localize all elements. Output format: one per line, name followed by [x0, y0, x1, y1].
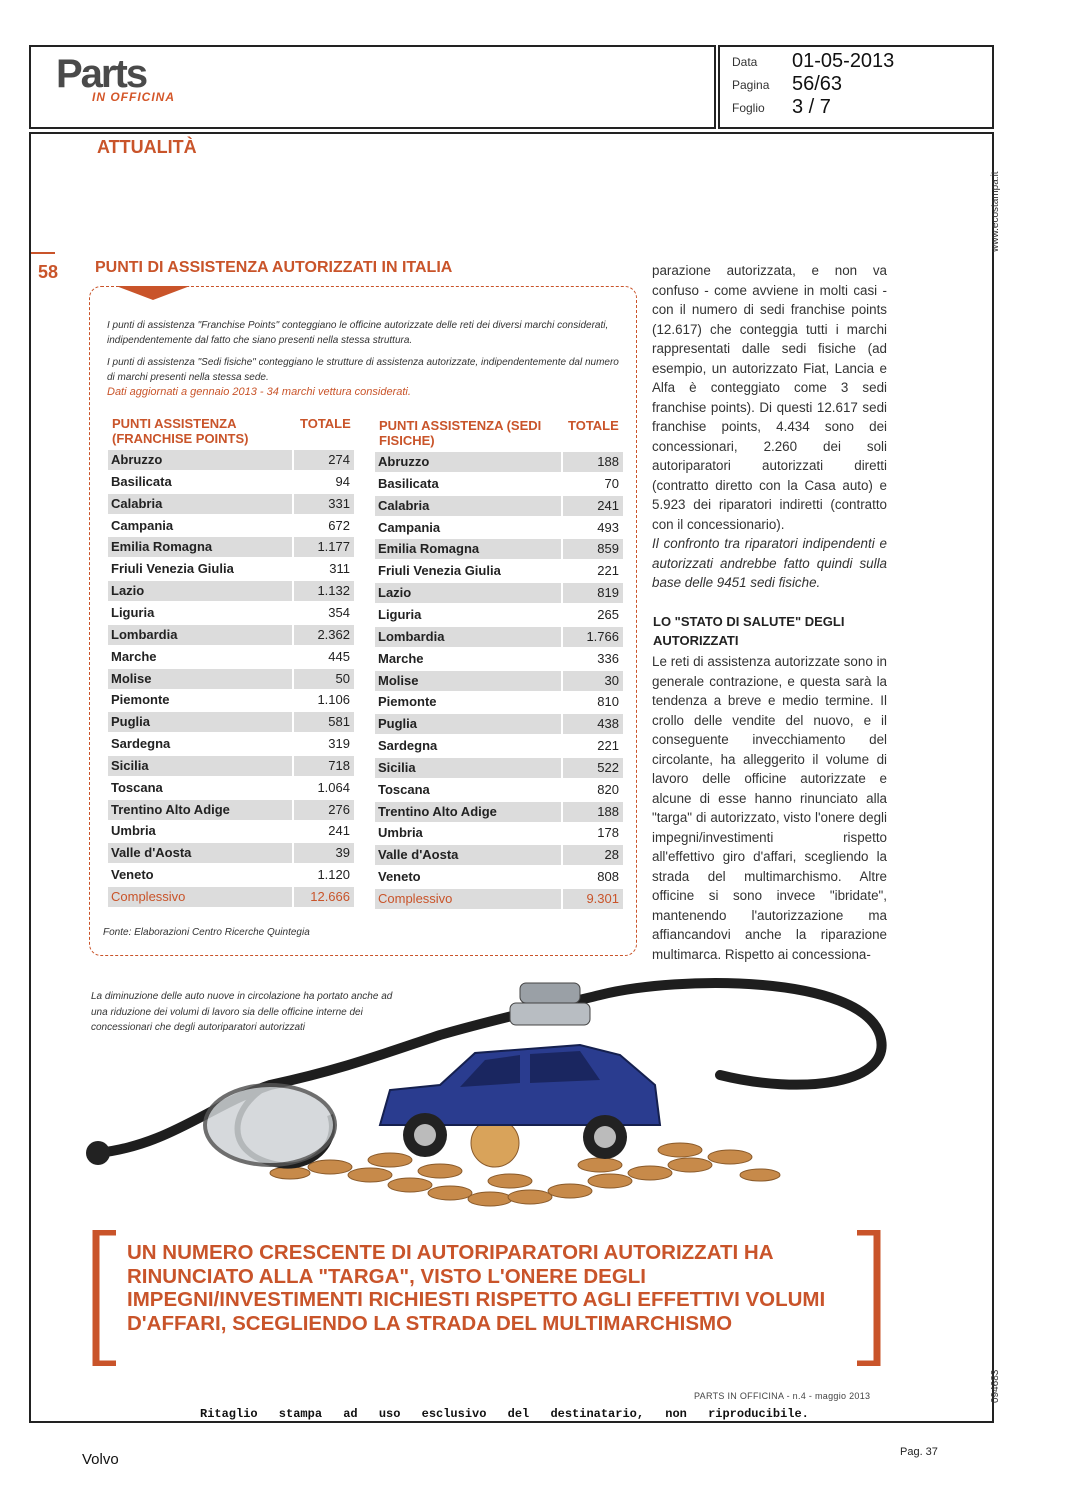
- client-name: Volvo: [82, 1451, 119, 1468]
- region-total: 276: [294, 800, 354, 820]
- article-para-2: Il confronto tra riparatori indipendenti e autorizzati andrebbe fatto quindi sulla base delle 9451 sedi fisiche.: [652, 536, 887, 590]
- table-row: [108, 516, 354, 536]
- region-name: Valle d'Aosta: [108, 843, 292, 863]
- region-total: 274: [294, 450, 354, 470]
- region-total: 241: [563, 496, 623, 516]
- page-number: 58: [38, 262, 59, 282]
- region-name: Lazio: [108, 581, 292, 601]
- region-total: 438: [563, 714, 623, 734]
- table-row: [375, 496, 623, 516]
- region-name: Umbria: [111, 823, 156, 839]
- source-note: Fonte: Elaborazioni Centro Ricerche Quintegia: [103, 927, 310, 938]
- section-label: ATTUALITÀ: [97, 137, 197, 157]
- quote-bracket-left: [92, 1230, 116, 1366]
- table-row: [108, 559, 354, 579]
- region-total: 311: [329, 561, 350, 577]
- region-name: Piemonte: [111, 692, 170, 708]
- table-row: [108, 494, 354, 514]
- region-name: Veneto: [378, 869, 421, 885]
- table-row: [108, 603, 354, 623]
- table-row: [108, 669, 354, 689]
- side-url-text: www.ecostampa.it: [990, 171, 1001, 252]
- region-name: Sardegna: [378, 738, 438, 754]
- region-total: 672: [328, 517, 350, 533]
- region-name: Liguria: [111, 604, 155, 620]
- region-name: Sicilia: [375, 758, 561, 778]
- region-name: Emilia Romagna: [375, 539, 561, 559]
- box-title: PUNTI DI ASSISTENZA AUTORIZZATI IN ITALIA: [95, 259, 453, 276]
- region-total: 178: [597, 825, 619, 841]
- region-total: 188: [563, 452, 623, 472]
- table-row: [108, 734, 354, 754]
- region-name: Campania: [378, 519, 441, 535]
- table-row: [375, 802, 623, 822]
- region-name: Abruzzo: [108, 450, 292, 470]
- table-row: [375, 539, 623, 559]
- region-total: 50: [294, 669, 354, 689]
- region-name: Valle d'Aosta: [375, 845, 561, 865]
- region-name: Campania: [111, 517, 174, 533]
- region-name: Sardegna: [111, 736, 171, 752]
- table-row: [375, 867, 623, 887]
- region-name: Complessivo: [375, 889, 561, 909]
- region-total: 2.362: [294, 625, 354, 645]
- article-para-3: Le reti di assistenza autorizzate sono in generale contrazione, e questa sarà la tendenza a breve e medio termine. Il crollo delle vendite del nuovo, e il conseguente invecchiamento del circolante, ha alleggerito il volume di lavoro delle officine autorizzate e alcune di esse hanno rinunciato alla "targa" di autorizzato, visto l'onere degli impegni/investimenti rispetto all'effettivo giro d'affari, scegliendo la strada del multimarchismo. Altre officine si sono invece "ibridate", mantenendo l'autorizzazione ma affiancandovi anche la riparazione multimarca. Rispetto ai concessiona-: [652, 654, 887, 962]
- header-meta-box: [718, 45, 994, 129]
- magazine-footer: PARTS IN OFFICINA - n.4 - maggio 2013: [694, 1391, 871, 1401]
- foglio-value: 3 / 7: [792, 96, 831, 118]
- region-total: 1.106: [317, 692, 350, 708]
- region-total: 331: [294, 494, 354, 514]
- region-name: Lombardia: [108, 625, 292, 645]
- region-name: Toscana: [378, 781, 430, 797]
- region-total: 1.120: [317, 867, 350, 883]
- side-code-text: 094683: [990, 1369, 1001, 1403]
- region-total: 94: [335, 473, 350, 489]
- region-total: 1.766: [563, 627, 623, 647]
- table-row: [108, 778, 354, 798]
- region-name: Abruzzo: [375, 452, 561, 472]
- region-name: Friuli Venezia Giulia: [111, 561, 234, 577]
- region-total: 221: [597, 738, 619, 754]
- region-name: Emilia Romagna: [108, 537, 292, 557]
- table-row: [375, 627, 623, 647]
- table-row: [108, 690, 354, 710]
- coins-pile: [270, 1119, 780, 1206]
- side-code: [990, 1365, 1014, 1405]
- region-name: Toscana: [111, 779, 163, 795]
- table-row: [108, 450, 354, 470]
- table-row: [375, 736, 623, 756]
- region-name: Sicilia: [108, 756, 292, 776]
- article-column-2: [652, 652, 887, 964]
- region-name: Piemonte: [378, 694, 437, 710]
- table-row: [375, 605, 623, 625]
- logo-parts: Parts: [56, 52, 147, 96]
- table-row: [108, 865, 354, 885]
- region-name: Basilicata: [111, 473, 172, 489]
- region-name: Puglia: [108, 712, 292, 732]
- table-row: [375, 823, 623, 843]
- table-row: [108, 625, 354, 645]
- region-name: Friuli Venezia Giulia: [378, 563, 501, 579]
- note-sedi: I punti di assistenza "Sedi fisiche" conteggiano le strutture di assistenza autorizzate, indipendentemente dal numero di marchi presenti nella stessa sede.: [107, 357, 619, 383]
- franchise-header-total: TOTALE: [300, 416, 351, 431]
- article-para-1: parazione autorizzata, e non va confuso - come avviene in molti casi - con il numero di sedi franchise points (12.617) che conteggia tutti i marchi rappresentati dalle sedi fisiche (ad esempio, un autorizzato Fiat, Lancia e Alfa è conteggiato come 3 sedi franchise points). Di questi 12.617 sedi franchise points, 4.434 sono dei concessionari, 2.260 dei soli autoriparatori autorizzati diretti (contratto diretto con la Casa auto) e 5.923 dei riparatori indiretti (contratto con il concessionario).: [652, 263, 887, 532]
- region-total: 28: [563, 845, 623, 865]
- table-row: [108, 537, 354, 557]
- region-total: 718: [294, 756, 354, 776]
- table-row: [375, 518, 623, 538]
- table-row: [375, 758, 623, 778]
- region-total: 336: [597, 650, 619, 666]
- region-name: Calabria: [375, 496, 561, 516]
- table-row: [108, 472, 354, 492]
- region-total: 9.301: [563, 889, 623, 909]
- pagina-value: 56/63: [792, 73, 843, 95]
- region-total: 493: [597, 519, 619, 535]
- sedi-total-row: [375, 889, 623, 909]
- box-pointer: [116, 286, 190, 300]
- region-total: 1.064: [317, 779, 350, 795]
- region-name: Trentino Alto Adige: [375, 802, 561, 822]
- region-name: Veneto: [111, 867, 154, 883]
- table-row: [375, 692, 623, 712]
- foglio-label: Foglio: [732, 101, 765, 115]
- region-name: Basilicata: [378, 475, 439, 491]
- table-row: [375, 714, 623, 734]
- table-row: [108, 843, 354, 863]
- region-name: Lazio: [375, 583, 561, 603]
- sedi-header-total: TOTALE: [568, 418, 619, 433]
- article-subhead: LO "STATO DI SALUTE" DEGLI AUTORIZZATI: [653, 614, 845, 648]
- table-row: [375, 671, 623, 691]
- franchise-header-name: PUNTI ASSISTENZA (FRANCHISE POINTS): [112, 416, 249, 446]
- region-total: 265: [597, 606, 619, 622]
- page-number-rule: [31, 252, 55, 254]
- region-name: Lombardia: [375, 627, 561, 647]
- region-total: 241: [328, 823, 350, 839]
- sedi-header-name: PUNTI ASSISTENZA (SEDI FISICHE): [379, 418, 542, 448]
- table-row: [375, 452, 623, 472]
- clipping-disclaimer: Ritaglio stampa ad uso esclusivo del destinatario, non riproducibile.: [200, 1407, 809, 1421]
- region-name: Marche: [111, 648, 157, 664]
- region-total: 354: [328, 604, 350, 620]
- table-row: [375, 583, 623, 603]
- logo-in-officina: IN OFFICINA: [92, 90, 175, 104]
- table-row: [375, 561, 623, 581]
- region-total: 70: [604, 475, 619, 491]
- quote-bracket-right: [857, 1230, 881, 1366]
- article-column: [652, 261, 887, 593]
- region-total: 30: [563, 671, 623, 691]
- table-row: [375, 845, 623, 865]
- franchise-total-row: [108, 887, 354, 907]
- photo-caption: La diminuzione delle auto nuove in circolazione ha portato anche ad una riduzione dei volumi di lavoro sia delle officine interne dei concessionari che degli autoriparatori autorizzati: [91, 991, 393, 1033]
- table-row: [108, 647, 354, 667]
- region-total: 1.177: [294, 537, 354, 557]
- stethoscope-bell: [520, 983, 580, 1003]
- table-row: [108, 712, 354, 732]
- region-name: Umbria: [378, 825, 423, 841]
- region-name: Marche: [378, 650, 424, 666]
- stethoscope-chestpiece: [205, 1085, 335, 1165]
- region-total: 819: [563, 583, 623, 603]
- region-total: 859: [563, 539, 623, 559]
- table-row: [375, 474, 623, 494]
- page-counter: Pag. 37: [900, 1446, 938, 1458]
- toy-car: [380, 1045, 660, 1159]
- data-value: 01-05-2013: [792, 50, 895, 72]
- data-label: Data: [732, 55, 758, 69]
- region-total: 319: [328, 736, 350, 752]
- pagina-label: Pagina: [732, 78, 770, 92]
- region-name: Trentino Alto Adige: [108, 800, 292, 820]
- pull-quote: UN NUMERO CRESCENTE DI AUTORIPARATORI AUTORIZZATI HA RINUNCIATO ALLA "TARGA", VISTO L'ONERE DEGLI IMPEGNI/INVESTIMENTI RICHIESTI RISPETTO AGLI EFFETTIVI VOLUMI D'AFFARI, SCEGLIENDO LA STRADA DEL MULTIMARCHISMO: [127, 1241, 826, 1335]
- region-total: 221: [597, 563, 619, 579]
- region-total: 820: [597, 781, 619, 797]
- region-total: 581: [294, 712, 354, 732]
- region-total: 522: [563, 758, 623, 778]
- region-name: Calabria: [108, 494, 292, 514]
- region-name: Puglia: [375, 714, 561, 734]
- region-total: 810: [597, 694, 619, 710]
- table-row: [108, 821, 354, 841]
- region-total: 12.666: [294, 887, 354, 907]
- table-row: [108, 800, 354, 820]
- table-row: [375, 649, 623, 669]
- region-total: 1.132: [294, 581, 354, 601]
- side-url: [990, 150, 1014, 260]
- region-total: 39: [294, 843, 354, 863]
- note-franchise: I punti di assistenza "Franchise Points" conteggiano le officine autorizzate delle reti dei diversi marchi considerati, indipendentemente dal fatto che siano presenti nella stessa struttura.: [107, 320, 609, 346]
- region-total: 808: [597, 869, 619, 885]
- region-name: Molise: [108, 669, 292, 689]
- note-updated: Dati aggiornati a gennaio 2013 - 34 marchi vettura considerati.: [107, 386, 411, 398]
- region-total: 188: [563, 802, 623, 822]
- region-name: Complessivo: [108, 887, 292, 907]
- stethoscope-earpiece: [86, 1141, 110, 1165]
- region-name: Molise: [375, 671, 561, 691]
- region-name: Liguria: [378, 606, 422, 622]
- table-row: [375, 780, 623, 800]
- region-total: 445: [328, 648, 350, 664]
- table-row: [108, 756, 354, 776]
- table-row: [108, 581, 354, 601]
